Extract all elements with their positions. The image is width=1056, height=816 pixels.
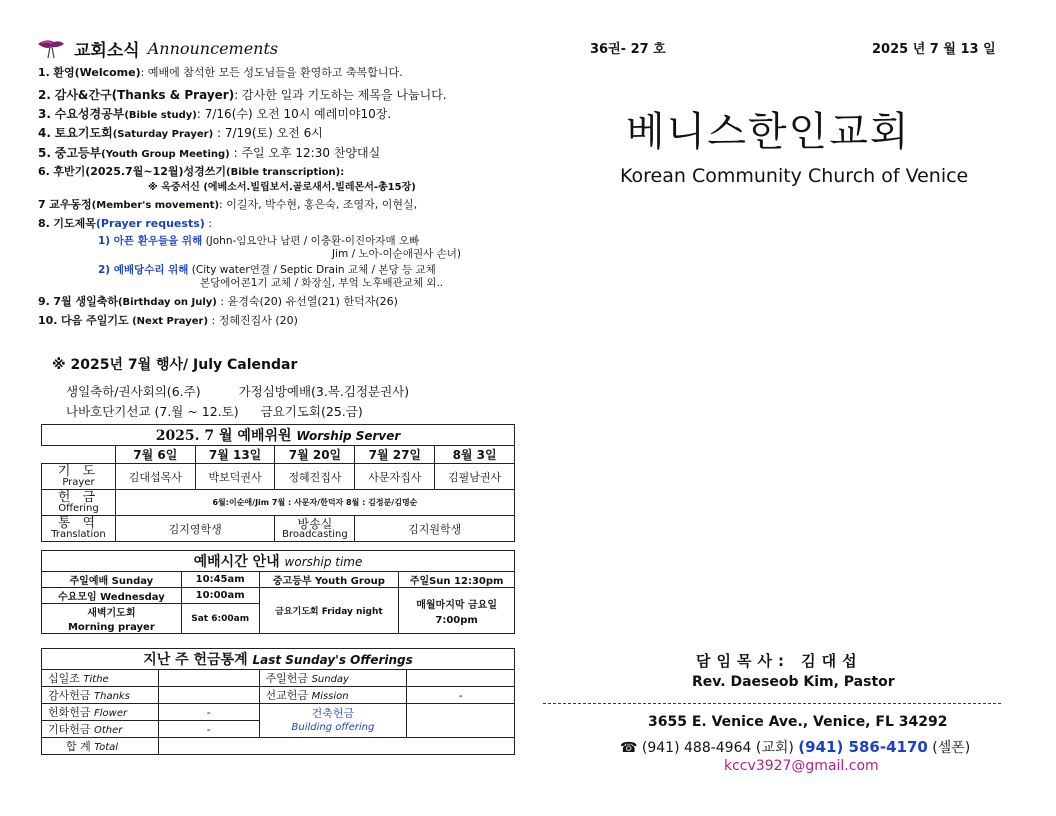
offering-servers: 6월:이순애/Jim 7월 : 사문자/한덕자 8월 : 김정분/김명순 [115, 490, 514, 516]
prayer-cell: 정혜진집사 [275, 464, 355, 490]
announcements-header [36, 36, 278, 61]
announcement-item: 9. 7월 생일축하(Birthday on July) : 윤경숙(20) 유선열(21) 한덕자(26) [38, 295, 398, 308]
contact-phones [620, 737, 970, 757]
date-header: 7월 20일 [275, 446, 355, 464]
sunday-service-time: 10:45am [181, 572, 259, 588]
friday-prayer-label: 금요기도회 Friday night [259, 588, 399, 634]
flower-value: - [158, 704, 259, 721]
announcement-item: 2. 감사&간구(Thanks & Prayer): 감사한 일과 기도하는 제목을 나눕니다. [38, 87, 447, 102]
mission-value: - [407, 687, 515, 704]
broadcast-label: 방송실 Broadcasting [275, 516, 355, 542]
total-label: 합 계 Total [42, 738, 159, 755]
worship-server-title: 2025. 7 월 예배위원 Worship Server [42, 425, 515, 446]
announcement-item: 7 교우동정(Member's movement): 이길자, 박수현, 홍은숙, 조영자, 이현실, [38, 198, 418, 212]
announcement-item: 5. 중고등부(Youth Group Meeting) : 주일 오후 12:30 찬양대실 [38, 145, 381, 160]
pastor-name-korean: 담임목사: 김대섭 [696, 652, 863, 670]
dawn-prayer-time: Sat 6:00am [181, 604, 259, 634]
mission-label: 선교헌금 Mission [259, 687, 407, 704]
row-label-translation: 통 역 Translation [42, 516, 116, 542]
prayer-request-1: 1) 아픈 환우들을 위해 (John-임요안나 남편 / 이충환-이진아자매 오빠 [98, 234, 420, 247]
worship-time-table [41, 550, 515, 634]
prayer-request-2-cont: 본당에어콘1기 교체 / 화장실, 부엌 노후배관교체 외.. [200, 276, 444, 289]
friday-prayer-time: 매월마지막 금요일 7:00pm [399, 588, 515, 634]
header-title-korean: 교회소식 [74, 41, 140, 61]
building-offering-label: 건축헌금 Building offering [259, 704, 407, 738]
sunday-offering-value [407, 670, 515, 687]
prayer-cell: 김필남권사 [435, 464, 515, 490]
row-label-offering: 헌 금 Offering [42, 490, 116, 516]
other-label: 기타헌금 Other [42, 721, 159, 738]
tithe-value [158, 670, 259, 687]
worship-server-table [41, 424, 515, 542]
flower-label: 헌화헌금 Flower [42, 704, 159, 721]
translation-cell: 김지원학생 [355, 516, 515, 542]
date-header: 8월 3일 [435, 446, 515, 464]
pastor-name-english: Rev. Daeseob Kim, Pastor [692, 674, 895, 690]
thanks-value [158, 687, 259, 704]
thanks-label: 감사헌금 Thanks [42, 687, 159, 704]
bulletin-date: 2025 년 7 월 13 일 [872, 42, 996, 57]
date-header: 7월 6일 [115, 446, 195, 464]
sunday-service-label: 주일예배 Sunday [42, 572, 182, 588]
prayer-request-1-cont: Jim / 노아-이순애권사 손녀) [332, 247, 461, 260]
calendar-event: 가정심방예배(3.목.김정분권사) [238, 384, 410, 399]
sunday-offering-label: 주일헌금 Sunday [259, 670, 407, 687]
translation-cell: 김지영학생 [115, 516, 275, 542]
offerings-table [41, 648, 515, 755]
building-offering-value [407, 704, 515, 738]
announcement-item: 3. 수요성경공부(Bible study): 7/16(수) 오전 10시 예레미야10장. [38, 106, 392, 121]
bible-transcription-books: ※ 옥중서신 (에베소서.빌립보서.골로새서.빌레몬서-총15장) [148, 181, 416, 193]
dawn-prayer-label: 새벽기도회 Morning prayer [42, 604, 182, 634]
calendar-event: 나바호단기선교 (7.월 ~ 12.토) [66, 404, 239, 419]
worship-time-title: 예배시간 안내 worship time [42, 551, 515, 572]
prayer-request-2: 2) 예배당수리 위해 (City water연결 / Septic Drain 교체 / 본당 등 교체 [98, 263, 436, 276]
church-phone-label: (교회) [755, 740, 794, 756]
announcement-item: 1. 환영(Welcome): 예배에 참석한 모든 성도님들을 환영하고 축복합니다. [38, 66, 403, 79]
announcement-item: 4. 토요기도회(Saturday Prayer) : 7/19(토) 오전 6시 [38, 126, 323, 141]
tithe-label: 십일조 Tithe [42, 670, 159, 687]
calendar-line [66, 382, 409, 400]
church-address: 3655 E. Venice Ave., Venice, FL 34292 [648, 714, 948, 730]
phone-icon: ☎ [620, 740, 638, 756]
youth-group-label: 중고등부 Youth Group [259, 572, 399, 588]
cell-phone: (941) 586-4170 [798, 738, 928, 756]
flower-bouquet-icon [36, 38, 66, 60]
wednesday-label: 수요모임 Wednesday [42, 588, 182, 604]
cell-phone-label: (셀폰) [932, 740, 971, 756]
church-email[interactable]: kccv3927@gmail.com [724, 758, 879, 774]
calendar-line [66, 402, 363, 420]
church-phone: (941) 488-4964 [641, 740, 752, 756]
church-name-english: Korean Community Church of Venice [620, 165, 969, 187]
july-calendar-title: ※ 2025년 7월 행사/ July Calendar [52, 357, 298, 373]
calendar-event: 금요기도회(25.금) [260, 404, 363, 419]
prayer-cell: 사문자집사 [355, 464, 435, 490]
announcement-item: 10. 다음 주일기도 (Next Prayer) : 정혜진집사 (20) [38, 313, 298, 327]
calendar-event: 생일축하/권사회의(6.주) [66, 384, 201, 399]
announcement-item: 8. 기도제목(Prayer requests) : [38, 216, 212, 230]
date-header: 7월 27일 [355, 446, 435, 464]
offerings-title: 지난 주 헌금통계 Last Sunday's Offerings [42, 649, 515, 670]
prayer-cell: 박보덕권사 [195, 464, 275, 490]
prayer-cell: 김대섭목사 [115, 464, 195, 490]
dashed-divider [543, 703, 1001, 704]
other-value: - [158, 721, 259, 738]
wednesday-time: 10:00am [181, 588, 259, 604]
youth-group-time: 주일Sun 12:30pm [399, 572, 515, 588]
date-header: 7월 13일 [195, 446, 275, 464]
church-name-korean: 베니스한인교회 [626, 109, 911, 155]
announcements-list [38, 66, 558, 332]
announcement-item: 6. 후반기(2025.7월~12월)성경쓰기(Bible transcription): [38, 165, 345, 179]
issue-number: 36권- 27 호 [590, 42, 666, 57]
row-label-prayer: 기 도 Prayer [42, 464, 116, 490]
total-value [158, 738, 514, 755]
header-title-english: Announcements [147, 39, 279, 58]
